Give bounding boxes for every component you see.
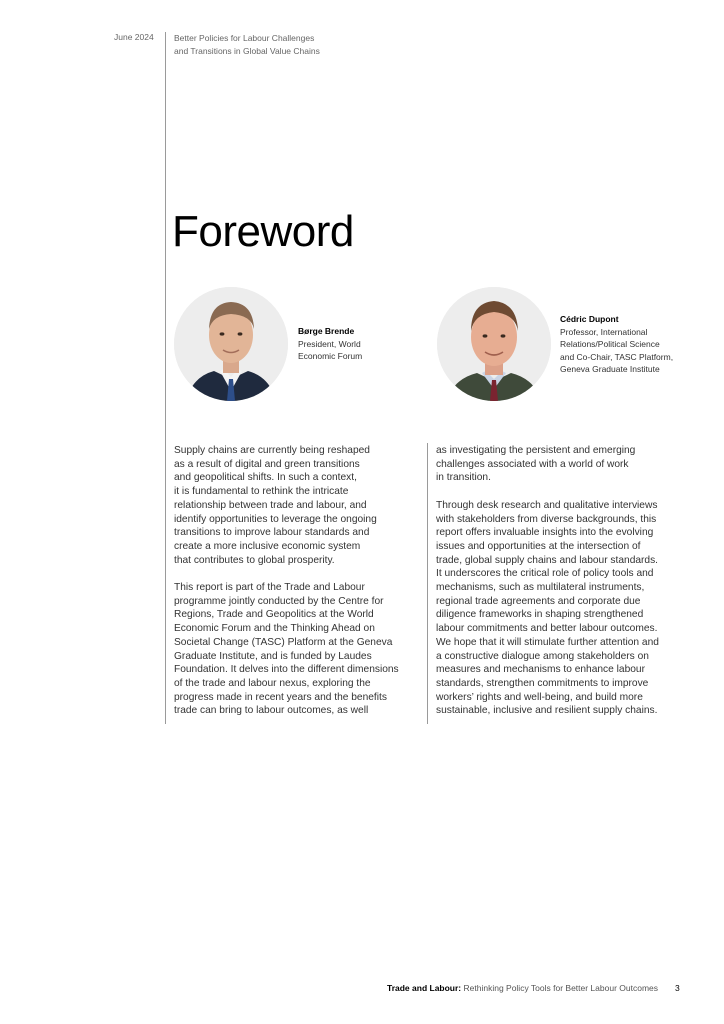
person-role-line: Geneva Graduate Institute xyxy=(560,364,660,374)
body-text-line: with stakeholders from diverse backgrounds, this xyxy=(436,513,657,525)
person-role-line: President, World xyxy=(298,338,361,349)
person-caption-dupont xyxy=(560,313,700,376)
portrait-illustration xyxy=(174,287,288,401)
body-text-line: Supply chains are currently being reshaped xyxy=(174,445,370,456)
body-text-line: sustainable, inclusive and resilient supply chains. xyxy=(436,705,658,717)
body-column-left xyxy=(174,444,422,718)
body-text-line: standards, strengthen commitments to improve xyxy=(436,677,649,689)
body-text-line: and geopolitical shifts. In such a context, xyxy=(174,472,357,484)
body-text-line: identify opportunities to leverage the ongoing xyxy=(174,513,377,525)
body-text-line: as a result of digital and green transitions xyxy=(174,458,360,470)
portrait-illustration xyxy=(437,287,551,401)
page-title: Foreword xyxy=(172,207,354,256)
body-text-line: Regions, Trade and Geopolitics at the World xyxy=(174,609,374,621)
person-role xyxy=(298,338,408,363)
body-text-line: This report is part of the Trade and Labour xyxy=(174,582,365,594)
body-text-line: We hope that it will stimulate further attention and xyxy=(436,636,659,648)
person-role-line: Relations/Political Science xyxy=(560,339,660,349)
header-date: June 2024 xyxy=(114,32,154,42)
portrait-borge-brende xyxy=(174,287,288,401)
body-text-line: that contributes to global prosperity. xyxy=(174,554,335,566)
body-text-line: programme jointly conducted by the Centre for xyxy=(174,595,384,607)
header-title-line: and Transitions in Global Value Chains xyxy=(174,45,320,56)
body-text-line: trade, global supply chains and labour standards. xyxy=(436,554,659,566)
body-text-line: diligence frameworks in shaping strengthened xyxy=(436,609,644,621)
body-text-line: labour commitments and better labour outcomes. xyxy=(436,623,658,635)
body-text-line: Economic Forum and the Thinking Ahead on xyxy=(174,623,375,635)
footer-report-title-rest: Rethinking Policy Tools for Better Labour Outcomes xyxy=(461,983,658,993)
body-text-line: Societal Change (TASC) Platform at the Geneva xyxy=(174,636,393,648)
body-text-line: of the trade and labour nexus, exploring the xyxy=(174,677,371,689)
person-role-line: and Co-Chair, TASC Platform, xyxy=(560,351,674,362)
body-text-line: Through desk research and qualitative interviews xyxy=(436,499,658,511)
body-text-line: workers’ rights and well-being, and build more xyxy=(436,691,643,703)
footer-report-title xyxy=(387,983,658,993)
body-text-line: challenges associated with a world of work xyxy=(436,458,629,470)
body-text-line: a constructive dialogue among stakeholders on xyxy=(436,650,649,662)
body-column-right xyxy=(436,444,704,718)
left-vertical-rule xyxy=(165,56,166,724)
paragraph-gap xyxy=(174,567,422,581)
body-text-line: mechanisms, such as multilateral instruments, xyxy=(436,582,645,594)
body-text-line: report offers invaluable insights into the evolving xyxy=(436,527,654,539)
header-title-line: Better Policies for Labour Challenges xyxy=(174,33,315,43)
person-role xyxy=(560,326,700,376)
person-role-line: Professor, International xyxy=(560,326,648,337)
footer-report-title-bold: Trade and Labour: xyxy=(386,983,462,993)
body-text-line: measures and mechanisms to enhance labour xyxy=(436,664,645,676)
body-text-line: issues and opportunities at the intersection of xyxy=(436,540,641,552)
body-text-line: it is fundamental to rethink the intricate xyxy=(174,486,349,498)
body-text-line: transitions to improve labour standards and xyxy=(174,527,370,539)
person-name: Børge Brende xyxy=(298,326,355,336)
body-text-line: as investigating the persistent and emerging xyxy=(436,445,636,456)
portrait-cedric-dupont xyxy=(437,287,551,401)
body-text-line: Foundation. It delves into the different dimensions xyxy=(174,664,399,676)
body-text-line: It underscores the critical role of policy tools and xyxy=(436,568,654,580)
person-name: Cédric Dupont xyxy=(560,314,619,324)
person-caption-brende xyxy=(298,325,408,363)
person-role-line: Economic Forum xyxy=(298,351,363,361)
body-text-line: progress made in recent years and the benefits xyxy=(174,691,387,703)
body-text-line: in transition. xyxy=(436,472,491,484)
body-text-line: trade can bring to labour outcomes, as well xyxy=(174,705,369,717)
header-title xyxy=(174,32,394,57)
page-number: 3 xyxy=(675,983,680,993)
column-divider xyxy=(427,443,428,724)
header-divider xyxy=(165,32,166,56)
body-text-line: relationship between trade and labour, and xyxy=(174,499,367,511)
body-text-line: regional trade agreements and corporate due xyxy=(436,595,641,607)
body-text-line: create a more inclusive economic system xyxy=(174,540,361,552)
paragraph-gap xyxy=(436,485,704,499)
body-text-line: Graduate Institute, and is funded by Laudes xyxy=(174,650,372,662)
